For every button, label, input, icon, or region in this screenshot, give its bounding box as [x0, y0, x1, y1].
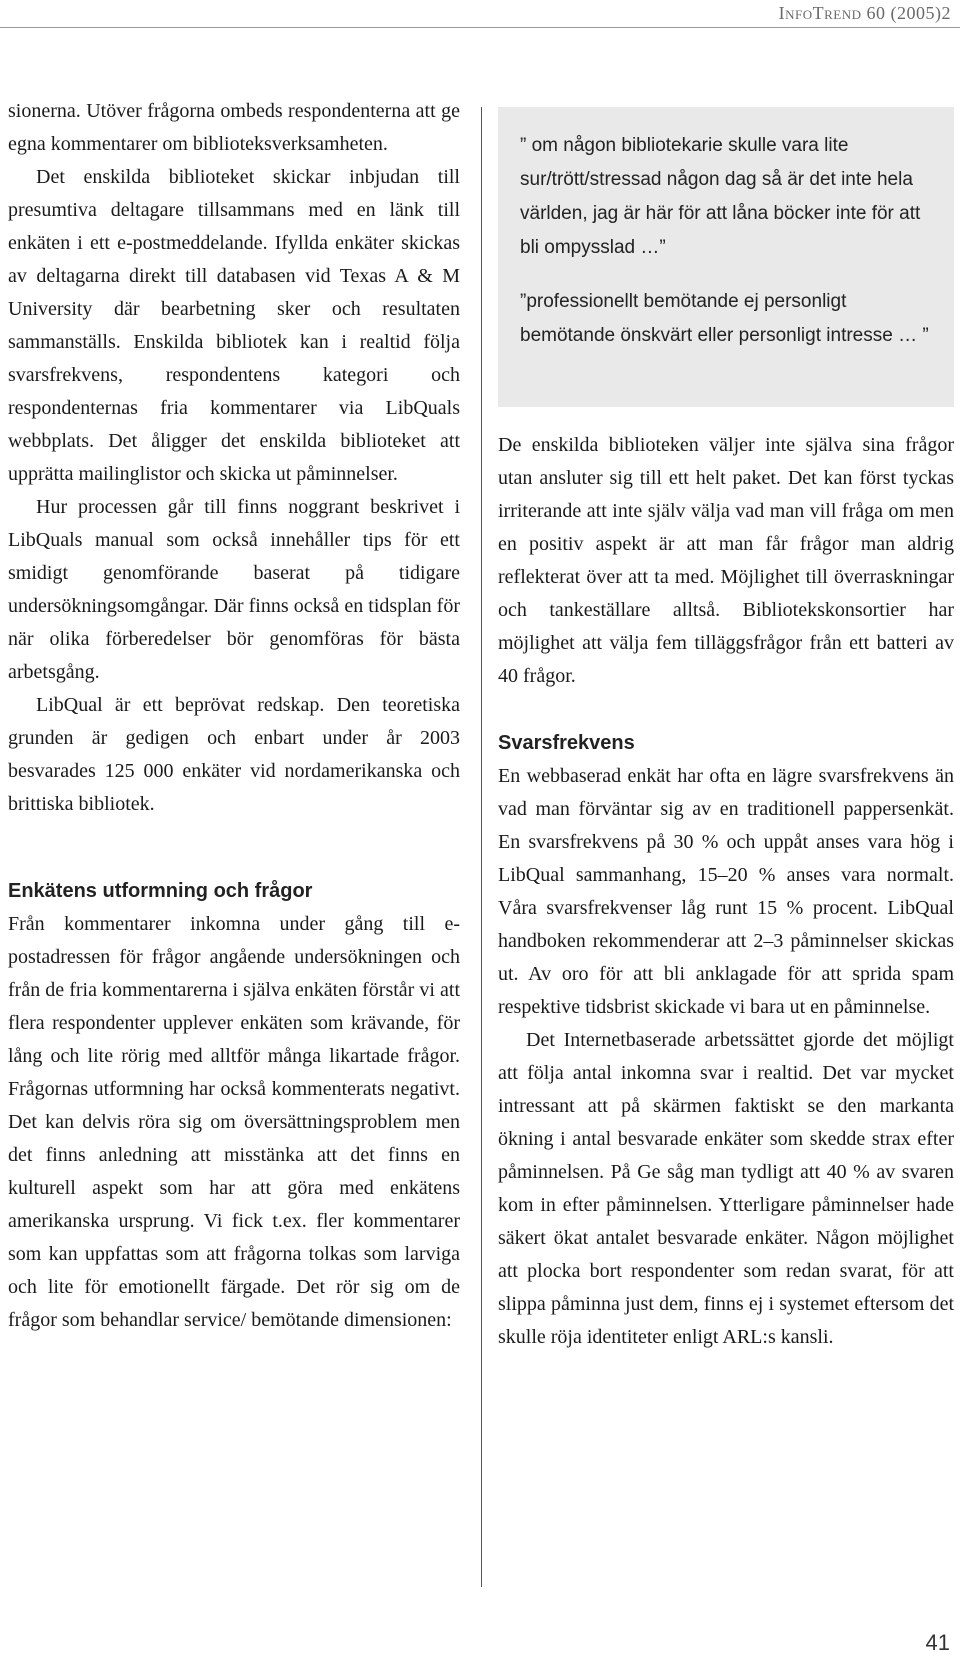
paragraph: En webbaserad enkät har ofta en lägre svarsfrekvens än vad man förväntar sig av en traditionell pappersenkät. En svarsfrekvens på 30 % och uppåt anses vara hög i LibQual sammanhang, 15–20 % anses vara normalt. Våra svarsfrekvenser låg runt 15 % procent. LibQual handboken rekommenderar att 2–3 påminnelser skickas ut. Av oro för att bli anklagade för att sprida spam respektive tidsbrist skickade vi bara ut en påminnelse. — [498, 765, 954, 1018]
paragraph: Det enskilda biblioteket skickar inbjudan till presumtiva deltagare tillsammans med en länk till enkäten i ett e-postmeddelande. Ifyllda enkäter skickas av deltagarna direkt till databasen vid Texas A & M University där bearbetning sker och resultaten sammanställs. Enskilda bibliotek kan i realtid följa svarsfrekvens, respondentens kategori och respondenternas fria kommentarer via LibQuals webbplats. Det åligger det enskilda biblioteket att upprätta mailinglistor och skicka ut påminnelser. — [8, 166, 460, 485]
right-column — [498, 95, 954, 1354]
respondent-quote: ” om någon bibliotekarie skulle vara lite sur/trött/stressad någon dag så är det inte hela världen, jag är här för att låna böcker inte för att bli ompysslad …” — [520, 135, 921, 258]
section-heading-svarsfrekvens: Svarsfrekvens — [498, 732, 635, 754]
quote-box — [498, 107, 954, 407]
column-divider — [481, 107, 482, 1587]
paragraph: LibQual är ett beprövat redskap. Den teoretiska grunden är gedigen och enbart under år 2003 besvarades 125 000 enkäter vid nordamerikanska och brittiska bibliotek. — [8, 694, 460, 815]
running-header — [0, 0, 960, 28]
section-heading-enkatens-utformning: Enkätens utformning och frågor — [8, 880, 313, 902]
paragraph: Det Internetbaserade arbetssättet gjorde det möjligt att följa antal inkomna svar i realtid. Det var mycket intressant att på skärmen faktiskt se den markanta ökning i antal besvarade enkäter som skedde strax efter påminnelsen. På Ge såg man tydligt att 40 % av svaren kom in efter påminnelsen. Ytterligare påminnelser hade säkert ökat antalet besvarade enkäter. Någon möjlighet att plocka bort respondenter som redan svarat, för att slippa påminna just dem, finns ej i systemet eftersom det skulle röja identiteter enligt ARL:s kansli. — [498, 1029, 954, 1348]
paragraph: Hur processen går till finns noggrant beskrivet i LibQuals manual som också innehåller tips för ett smidigt genomförande baserat på tidigare undersökningsomgångar. Där finns också en tidsplan för när olika förberedelser bör genomföras för bästa arbetsgång. — [8, 496, 460, 683]
left-column — [8, 95, 460, 1337]
paragraph: sionerna. Utöver frågorna ombeds respondenterna att ge egna kommentarer om biblioteksverksamheten. — [8, 100, 460, 155]
respondent-quote: ”professionellt bemötande ej personligt bemötande önskvärt eller personligt intresse … ” — [520, 291, 929, 346]
paragraph: De enskilda biblioteken väljer inte själva sina frågor utan ansluter sig till ett helt paket. Det kan först tyckas irriterande att inte själv välja vad man vill fråga om men en positiv aspekt är att man får frågor man aldrig reflekterat över att ta med. Möjlighet till överraskningar och tankeställare alltså. Bibliotekskonsortier har möjlighet att välja fem tilläggsfrågor från ett batteri av 40 frågor. — [498, 434, 954, 687]
page-number: 41 — [925, 1630, 950, 1655]
journal-running-title: InfoTrend 60 (2005)2 — [778, 3, 951, 23]
paragraph: Från kommentarer inkomna under gång till e-postadressen för frågor angående undersökningen och från de fria kommentarerna i själva enkäten förstår vi att flera respondenter upplever enkäten som krävande, för lång och lite rörig med alltför många likartade frågor. Frågornas utformning har också kommenterats negativt. Det kan delvis röra sig om översättningsproblem men det finns anledning att misstänka att det finns en kulturell aspekt som har att göra med enkätens amerikanska ursprung. Vi fick t.ex. fler kommentarer som kan uppfattas som att frågorna tolkas som larviga och lite för emotionellt färgade. Det rör sig om de frågor som behandlar service/ bemötande dimensionen: — [8, 913, 460, 1331]
